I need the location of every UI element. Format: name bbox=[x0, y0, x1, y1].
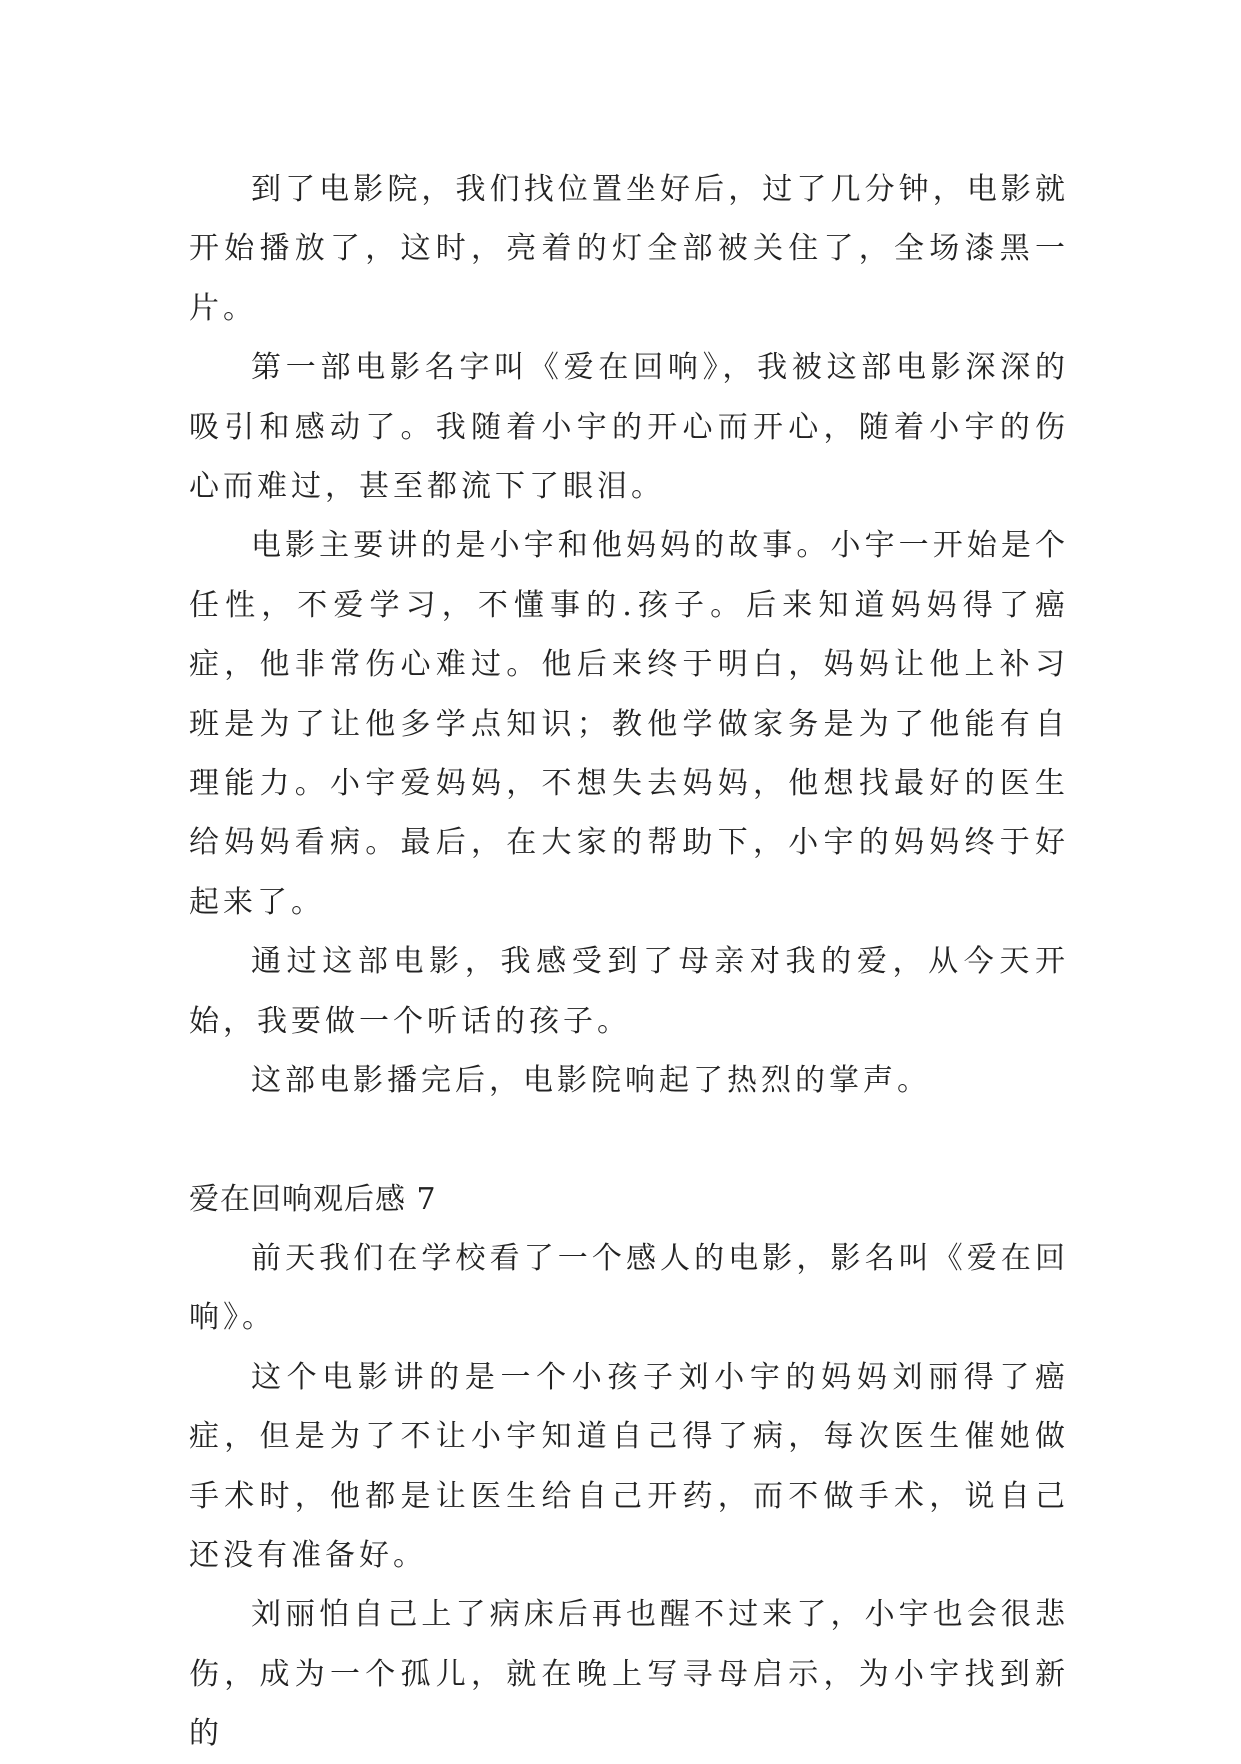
section-heading: 爱在回响观后感 7 bbox=[189, 1181, 437, 1217]
paragraph: 刘丽怕自己上了病床后再也醒不过来了，小宇也会很悲伤，成为一个孤儿，就在晚上写寻母启示，为小宇找到新的 bbox=[189, 1597, 1069, 1752]
paragraph: 前天我们在学校看了一个感人的电影，影名叫《爱在回响》。 bbox=[189, 1240, 1069, 1336]
document-body bbox=[189, 160, 1069, 1764]
paragraph: 第一部电影名字叫《爱在回响》，我被这部电影深深的吸引和感动了。我随着小宇的开心而开心，随着小宇的伤心而难过，甚至都流下了眼泪。 bbox=[189, 350, 1069, 505]
paragraph: 到了电影院，我们找位置坐好后，过了几分钟，电影就开始播放了，这时，亮着的灯全部被关住了，全场漆黑一片。 bbox=[189, 172, 1069, 326]
paragraph: 这部电影播完后，电影院响起了热烈的掌声。 bbox=[251, 1063, 931, 1099]
paragraph: 电影主要讲的是小宇和他妈妈的故事。小宇一开始是个任性，不爱学习，不懂事的.孩子。后来知道妈妈得了癌症，他非常伤心难过。他后来终于明白，妈妈让他上补习班是为了让他多学点知识；教他学做家务是为了他能有自理能力。小宇爱妈妈，不想失去妈妈，他想找最好的医生给妈妈看病。最后，在大家的帮助下，小宇的妈妈终于好起来了。 bbox=[189, 528, 1069, 920]
paragraph: 这个电影讲的是一个小孩子刘小宇的妈妈刘丽得了癌症，但是为了不让小宇知道自己得了病，每次医生催她做手术时，他都是让医生给自己开药，而不做手术，说自己还没有准备好。 bbox=[189, 1359, 1069, 1573]
paragraph: 通过这部电影，我感受到了母亲对我的爱，从今天开始，我要做一个听话的孩子。 bbox=[189, 944, 1069, 1039]
